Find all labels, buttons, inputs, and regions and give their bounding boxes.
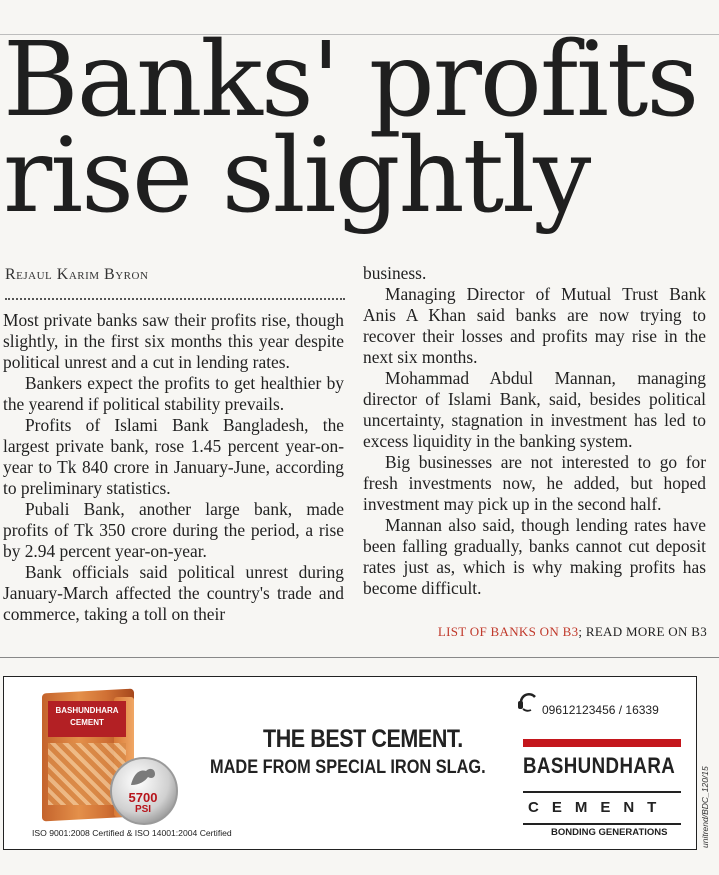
psi-unit: PSI — [134, 804, 152, 815]
paragraph: Managing Director of Mutual Trust Bank Anis A Khan said banks are now trying to recover their losses and profits may rise in the next six months. — [363, 284, 706, 367]
headline-line-1: Banks' profits — [3, 20, 698, 140]
byline: Rejaul Karim Byron — [5, 266, 149, 283]
phone-numbers: 09612123456 / 16339 — [542, 703, 659, 717]
brand-name: BASHUNDHARA — [523, 753, 676, 778]
paragraph: Bankers expect the profits to get healthier by the yearend if political stability prevails. — [3, 373, 344, 414]
flexed-arm-icon — [128, 763, 158, 791]
headline-line-2: rise slightly — [3, 116, 590, 236]
headset-phone-icon — [517, 689, 539, 713]
article-column-2 — [363, 263, 706, 599]
paragraph: Mannan also said, though lending rates have been falling gradually, banks cannot cut deposit rates just as, which is why making profits has become difficult. — [363, 515, 706, 598]
paragraph: business. — [363, 263, 427, 283]
ad-code: unitrend/BDC_120/15 — [700, 766, 710, 848]
separator: ; — [578, 624, 583, 639]
brand-red-bar — [523, 739, 681, 747]
read-more-line — [438, 624, 707, 640]
read-more-link[interactable]: READ MORE ON B3 — [582, 624, 707, 639]
bottom-rule — [0, 657, 719, 658]
bag-sub: CEMENT — [70, 718, 104, 727]
psi-value — [118, 792, 168, 816]
paragraph: Pubali Bank, another large bank, made profits of Tk 350 crore during the period, a rise by 2.94 percent year-on-year. — [3, 499, 344, 561]
ad-tagline-2: MADE FROM SPECIAL IRON SLAG. — [210, 757, 486, 778]
bag-brand: BASHUNDHARA — [55, 706, 119, 715]
ad-tagline-1: THE BEST CEMENT. — [263, 725, 463, 753]
article-column-1 — [3, 310, 344, 625]
cement-advertisement[interactable] — [3, 676, 697, 850]
iso-certification: ISO 9001:2008 Certified & ISO 14001:2004 Certified — [32, 828, 232, 838]
paragraph: Profits of Islami Bank Bangladesh, the largest private bank, rose 1.45 percent year-on-year to Tk 840 crore in January-June, according to preliminary statistics. — [3, 415, 344, 498]
bag-label — [48, 701, 126, 737]
paragraph: Bank officials said political unrest during January-March affected the country's trade and commerce, taking a toll on their — [3, 562, 344, 624]
psi-number: 5700 — [128, 790, 158, 805]
paragraph: Big businesses are not interested to go for fresh investments now, he added, but hoped investment may pick up in the second half. — [363, 452, 706, 514]
brand-rule-2 — [523, 823, 681, 825]
byline-divider — [5, 298, 345, 300]
paragraph: Mohammad Abdul Mannan, managing director of Islami Bank, said, besides political uncertainty, stagnation in investment has led to excess liquidity in the banking system. — [363, 368, 706, 451]
brand-rule — [523, 791, 681, 793]
paragraph: Most private banks saw their profits rise, though slightly, in the first six months this year despite political unrest and a cut in lending rates. — [3, 310, 344, 372]
brand-slogan: BONDING GENERATIONS — [551, 827, 668, 838]
list-of-banks-link[interactable]: LIST OF BANKS ON B3 — [437, 624, 579, 639]
brand-cement: CEMENT — [528, 799, 670, 816]
headline — [3, 20, 715, 236]
